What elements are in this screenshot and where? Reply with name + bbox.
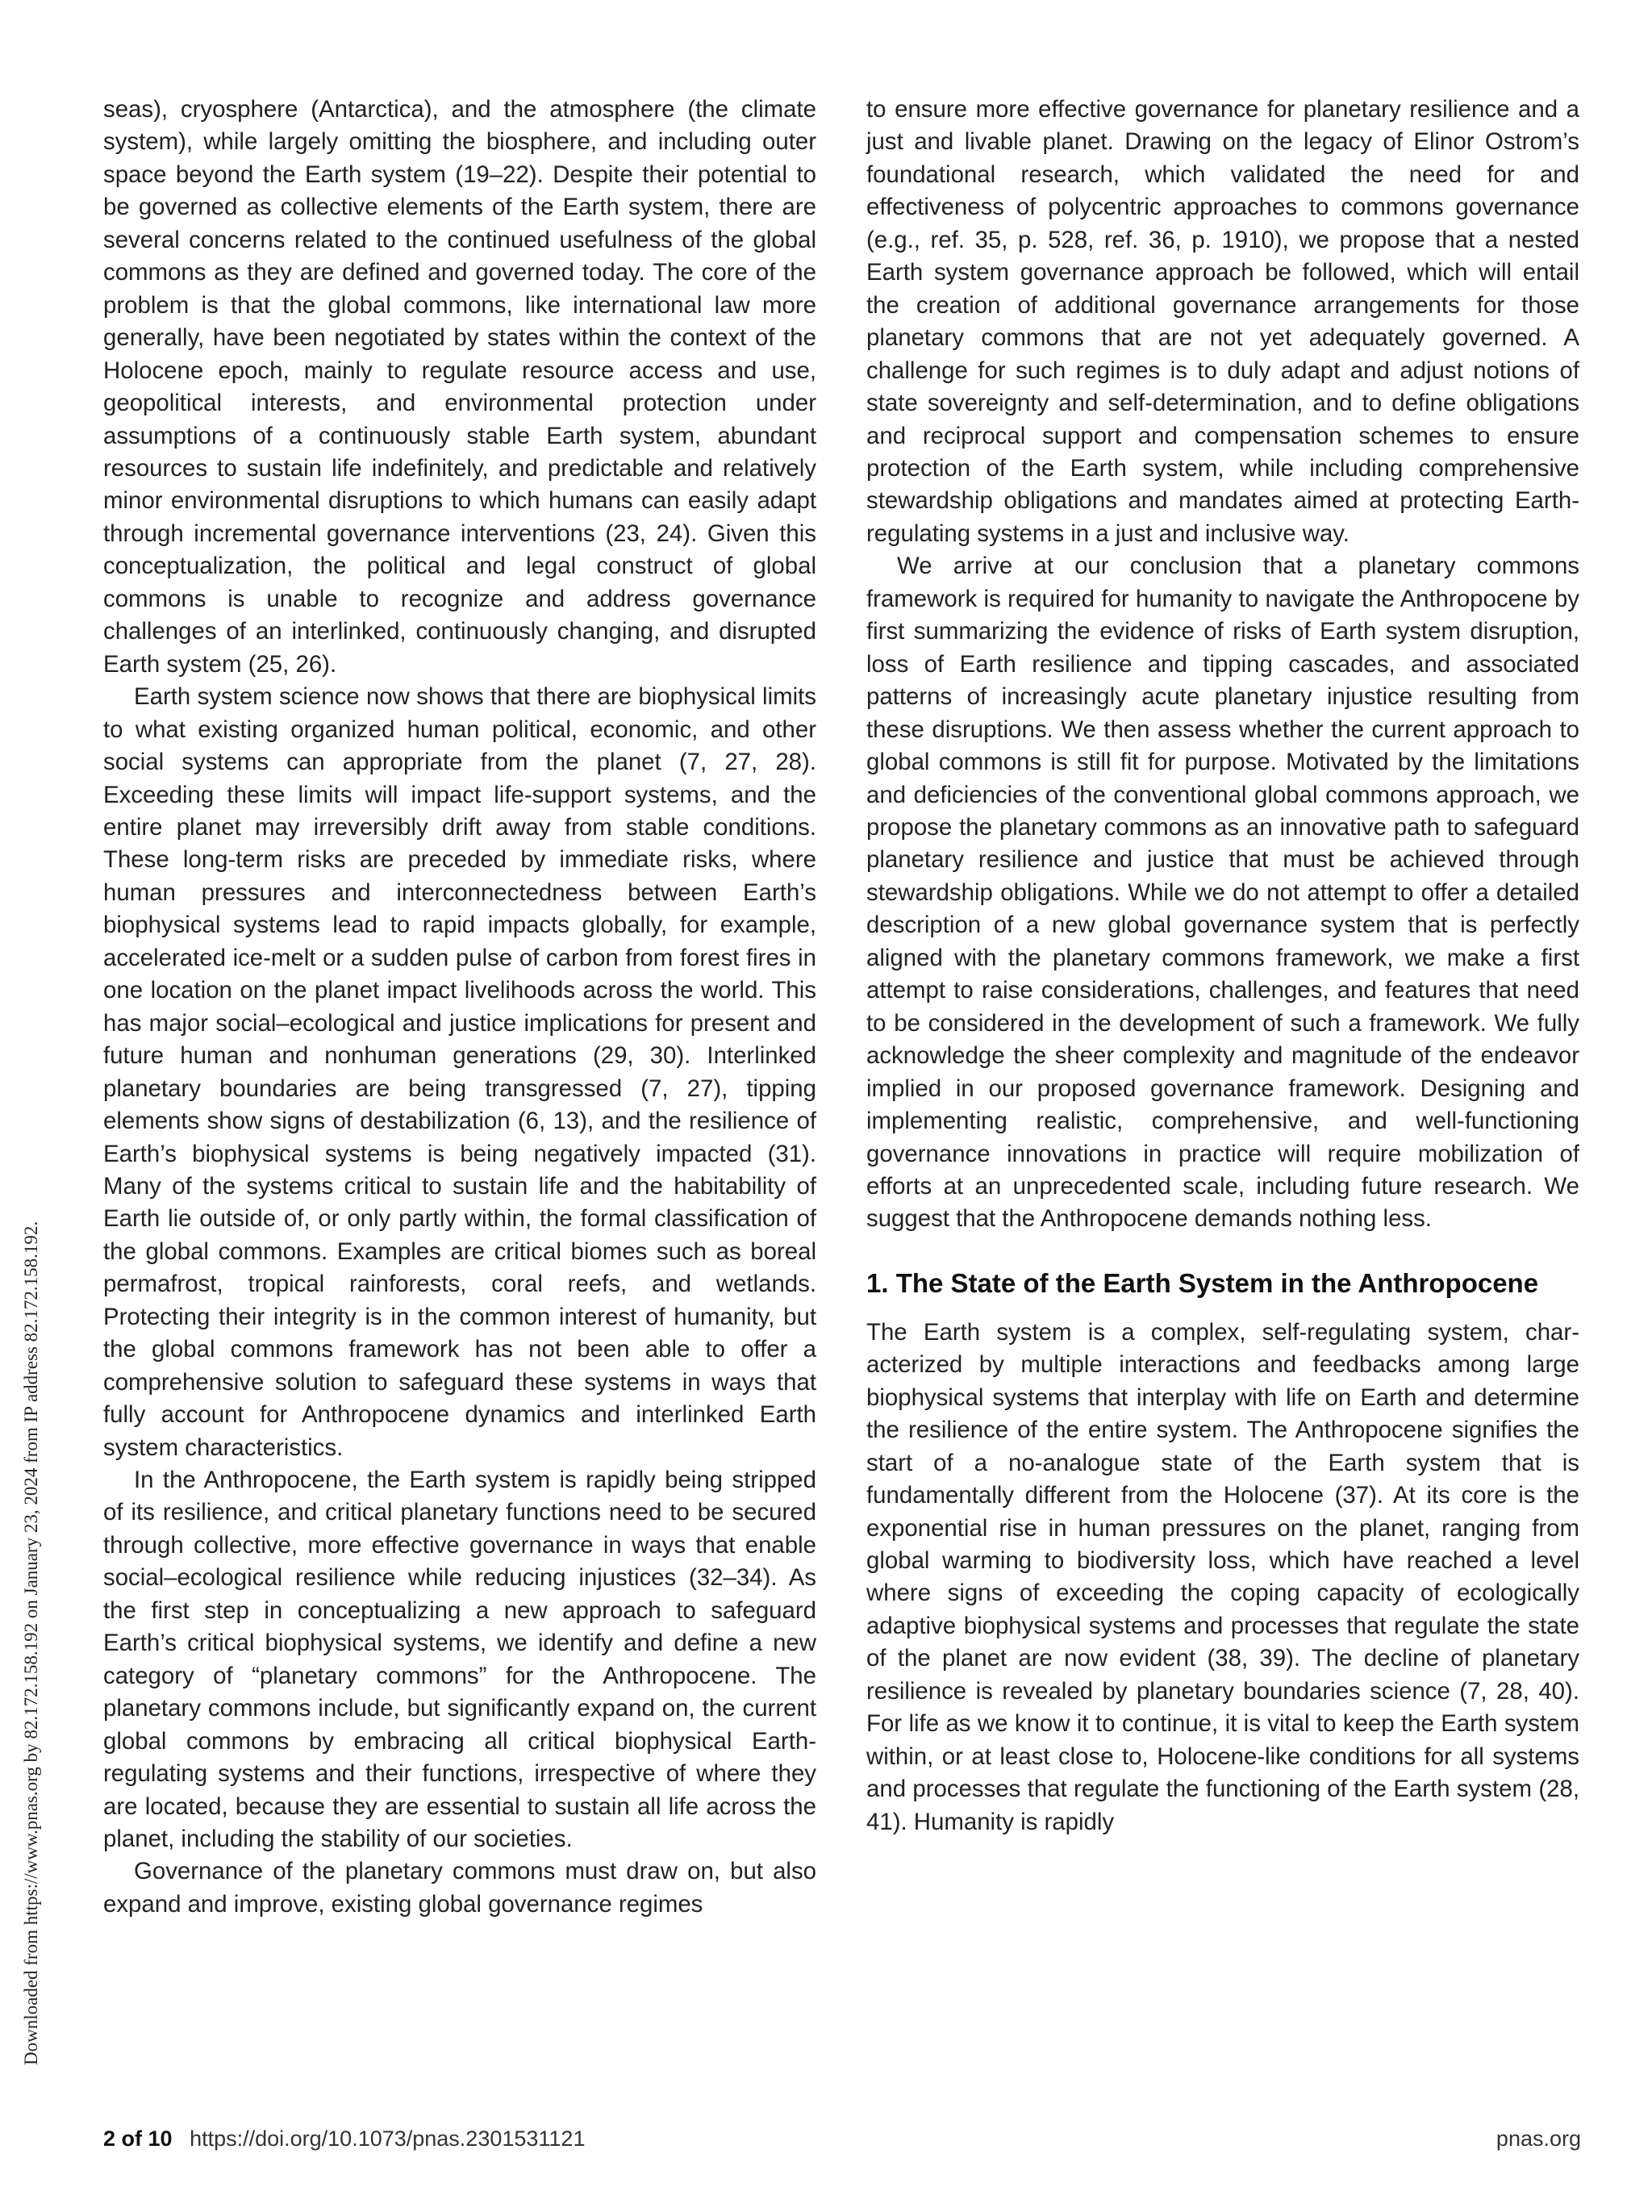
paragraph: to ensure more effective governance for planetary resilience and a just and livable planet. Drawing on the legacy of Elinor Ostrom’s foundational research, which validated the need for and effectiveness of polycentric approaches to commons governance (e.g., ref. 35, p. 528, ref. 36, p. 1910), we propose that a nested Earth system governance approach be followed, which will entail the creation of additional governance arrangements for those planetary commons that are not yet adequately governed. A challenge for such regimes is to duly adapt and adjust notions of state sovereignty and self-determination, and to define obligations and reciprocal support and compensation schemes to ensure protection of the Earth system, while including comprehensive stewardship obligations and mandates aimed at protecting Earth-regulating systems in a just and inclusive way. <box>866 96 1579 547</box>
journal-site-link[interactable]: pnas.org <box>1496 2126 1581 2151</box>
left-column <box>103 94 816 1921</box>
paragraph: In the Anthropocene, the Earth system is rapidly being stripped of its resilience, and critical planetary functions need to be secured through collective, more effective governance in ways that enable social–ecological resilience while reducing injustices (32–34). As the first step in conceptualizing a new approach to safeguard Earth’s critical biophysical systems, we identify and define a new category of “planetary commons” for the Anthropocene. The planetary commons include, but significantly expand on, the current global commons by embracing all critical biophysical Earth-regulating systems and their functions, irrespective of where they are located, because they are essential to sustain all life across the planet, including the stability of our societies. <box>103 1467 816 1853</box>
page-number: 2 of 10 <box>103 2126 173 2151</box>
download-watermark: Downloaded from https://www.pnas.org by 82.172.158.192 on January 23, 2024 from IP address 82.172.158.192. <box>21 1221 41 2065</box>
page-footer <box>103 2126 1581 2159</box>
doi-link[interactable]: https://doi.org/10.1073/pnas.2301531121 <box>190 2126 586 2151</box>
section-heading: 1. The State of the Earth System in the Anthropocene <box>866 1267 1539 1298</box>
right-column <box>866 94 1579 1838</box>
paragraph: We arrive at our conclusion that a planetary commons framework is required for humanity to navigate the Anthropocene by first summarizing the evidence of risks of Earth system disruption, loss of Earth resilience and tipping cascades, and associated patterns of increasingly acute planetary injustice resulting from these disruptions. We then assess whether the current approach to global commons is still fit for purpose. Motivated by the limitations and deficiencies of the conventional global commons approach, we propose the planetary commons as an innovative path to safeguard planetary resilience and justice that must be achieved through stewardship obligations. While we do not attempt to offer a detailed description of a new global governance system that is perfectly aligned with the planetary commons framework, we make a first attempt to raise considerations, challenges, and features that need to be considered in the development of such a framework. We fully acknowledge the sheer complexity and magnitude of the endeavor implied in our proposed governance framework. Designing and implementing realistic, comprehensive, and well-functioning governance innovations in practice will require mobilization of efforts at an unprecedented scale, including future research. We suggest that the Anthropocene demands nothing less. <box>866 553 1579 1233</box>
paragraph: Earth system science now shows that there are biophysical limits to what existing organized human political, economic, and other social systems can appropriate from the planet (7, 27, 28). Exceeding these limits will impact life-support systems, and the entire planet may irreversibly drift away from stable conditions. These long-term risks are preceded by immediate risks, where human pressures and interconnectedness between Earth’s biophysical systems lead to rapid impacts globally, for example, accelerated ice-melt or a sudden pulse of carbon from forest fires in one location on the planet impact livelihoods across the world. This has major social–ecological and justice implications for present and future human and nonhuman generations (29, 30). Interlinked planetary boundaries are being transgressed (7, 27), tipping elements show signs of destabilization (6, 13), and the resilience of Earth’s biophysical systems is being negatively impacted (31). Many of the systems critical to sustain life and the habitability of Earth lie outside of, or only partly within, the formal classification of the global commons. Examples are critical biomes such as boreal permafrost, tropical rainforests, coral reefs, and wetlands. Protecting their integrity is in the common interest of humanity, but the global commons framework has not been able to offer a comprehensive solution to safeguard these systems in ways that fully account for Anthropocene dynamics and interlinked Earth system characteristics. <box>103 683 816 1461</box>
paragraph: The Earth system is a complex, self-regulating system, characterized by multiple interactions and feedbacks among large biophysical systems that interplay with life on Earth and determine the resilience of the entire system. The Anthropocene signifies the start of a no-analogue state of the Earth system that is fundamentally different from the Holocene (37). At its core is the exponential rise in human pressures on the planet, ranging from global warming to biodiversity loss, which have reached a level where signs of exceeding the coping capacity of ecologically adaptive biophysical systems and processes that regulate the state of the planet are now evident (38, 39). The decline of planetary resilience is revealed by planetary boundaries science (7, 28, 40). For life as we know it to continue, it is vital to keep the Earth system within, or at least close to, Holocene-like conditions for all systems and processes that regulate the functioning of the Earth system (28, 41). Humanity is rapidly <box>866 1318 1579 1835</box>
paragraph: seas), cryosphere (Antarctica), and the atmosphere (the climate system), while largely omitting the biosphere, and including outer space beyond the Earth system (19–22). Despite their potential to be governed as collective elements of the Earth system, there are several concerns related to the continued usefulness of the global commons as they are defined and governed today. The core of the problem is that the global commons, like international law more generally, have been negotiated by states within the context of the Holocene epoch, mainly to regulate resource access and use, geopolitical interests, and environmental protection under assumptions of a continuously stable Earth system, abundant resources to sustain life indefinitely, and predictable and relatively minor environmental disruptions to which humans can easily adapt through incremental governance interventions (23, 24). Given this conceptualization, the political and legal construct of global commons is unable to recognize and address governance challenges of an interlinked, continuously changing, and disrupted Earth system (25, 26). <box>103 96 816 678</box>
paragraph: Governance of the planetary commons must draw on, but also expand and improve, existing global governance regimes <box>103 1858 816 1918</box>
